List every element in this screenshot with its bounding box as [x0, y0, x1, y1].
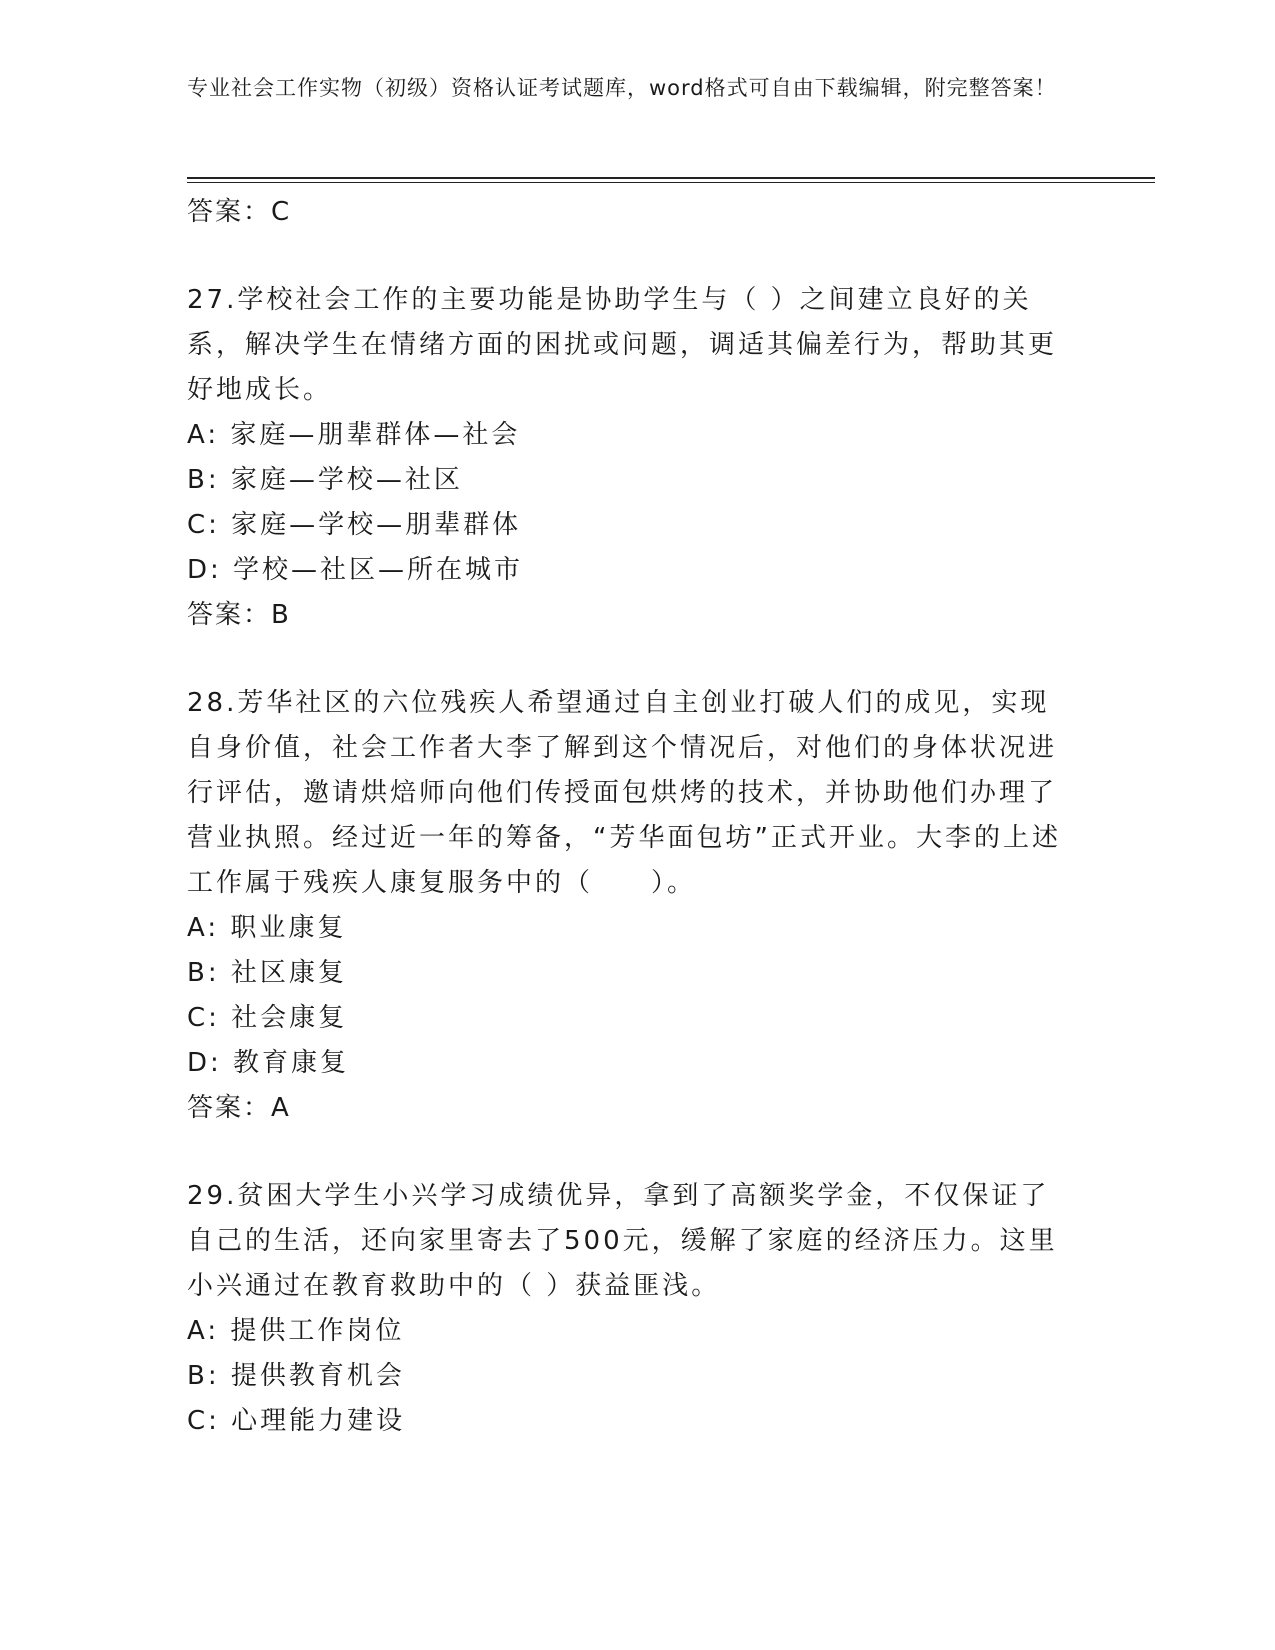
question-29-option-b: B: 提供教育机会: [187, 1361, 405, 1391]
question-28: [187, 681, 1067, 1130]
answer-27: 答案：B: [187, 600, 291, 630]
answer-28: 答案：A: [187, 1093, 291, 1123]
question-29: [187, 1174, 1067, 1444]
question-list: [187, 190, 1067, 1444]
question-29-option-c: C: 心理能力建设: [187, 1406, 406, 1436]
question-27-option-d: D: 学校—社区—所在城市: [187, 555, 524, 585]
page-header: 专业社会工作实物（初级）资格认证考试题库，word格式可自由下载编辑，附完整答案！: [187, 76, 1057, 100]
question-29-stem: 29.贫困大学生小兴学习成绩优异，拿到了高额奖学金，不仅保证了自己的生活，还向家里寄去了500元，缓解了家庭的经济压力。这里小兴通过在教育救助中的（ ）获益匪浅。: [187, 1181, 1058, 1301]
header-rule-thin: [187, 182, 1155, 183]
answer-26: 答案：C: [187, 197, 292, 227]
question-28-option-a: A: 职业康复: [187, 913, 347, 943]
header-rule-thick: [187, 177, 1155, 179]
question-27-option-c: C: 家庭—学校—朋辈群体: [187, 510, 522, 540]
question-27-stem: 27.学校社会工作的主要功能是协助学生与（ ）之间建立良好的关系，解决学生在情绪方面的困扰或问题，调适其偏差行为，帮助其更好地成长。: [187, 285, 1058, 405]
question-28-stem: 28.芳华社区的六位残疾人希望通过自主创业打破人们的成见，实现自身价值，社会工作者大李了解到这个情况后，对他们的身体状况进行评估，邀请烘焙师向他们传授面包烘烤的技术，并协助他们办理了营业执照。经过近一年的筹备，“芳华面包坊”正式开业。大李的上述工作属于残疾人康复服务中的（ ）。: [187, 688, 1061, 898]
question-28-option-d: D: 教育康复: [187, 1048, 350, 1078]
question-27-option-a: A: 家庭—朋辈群体—社会: [187, 420, 521, 450]
question-29-option-a: A: 提供工作岗位: [187, 1316, 405, 1346]
question-27: [187, 278, 1067, 637]
question-28-option-c: C: 社会康复: [187, 1003, 348, 1033]
question-27-option-b: B: 家庭—学校—社区: [187, 465, 463, 495]
question-28-option-b: B: 社区康复: [187, 958, 347, 988]
